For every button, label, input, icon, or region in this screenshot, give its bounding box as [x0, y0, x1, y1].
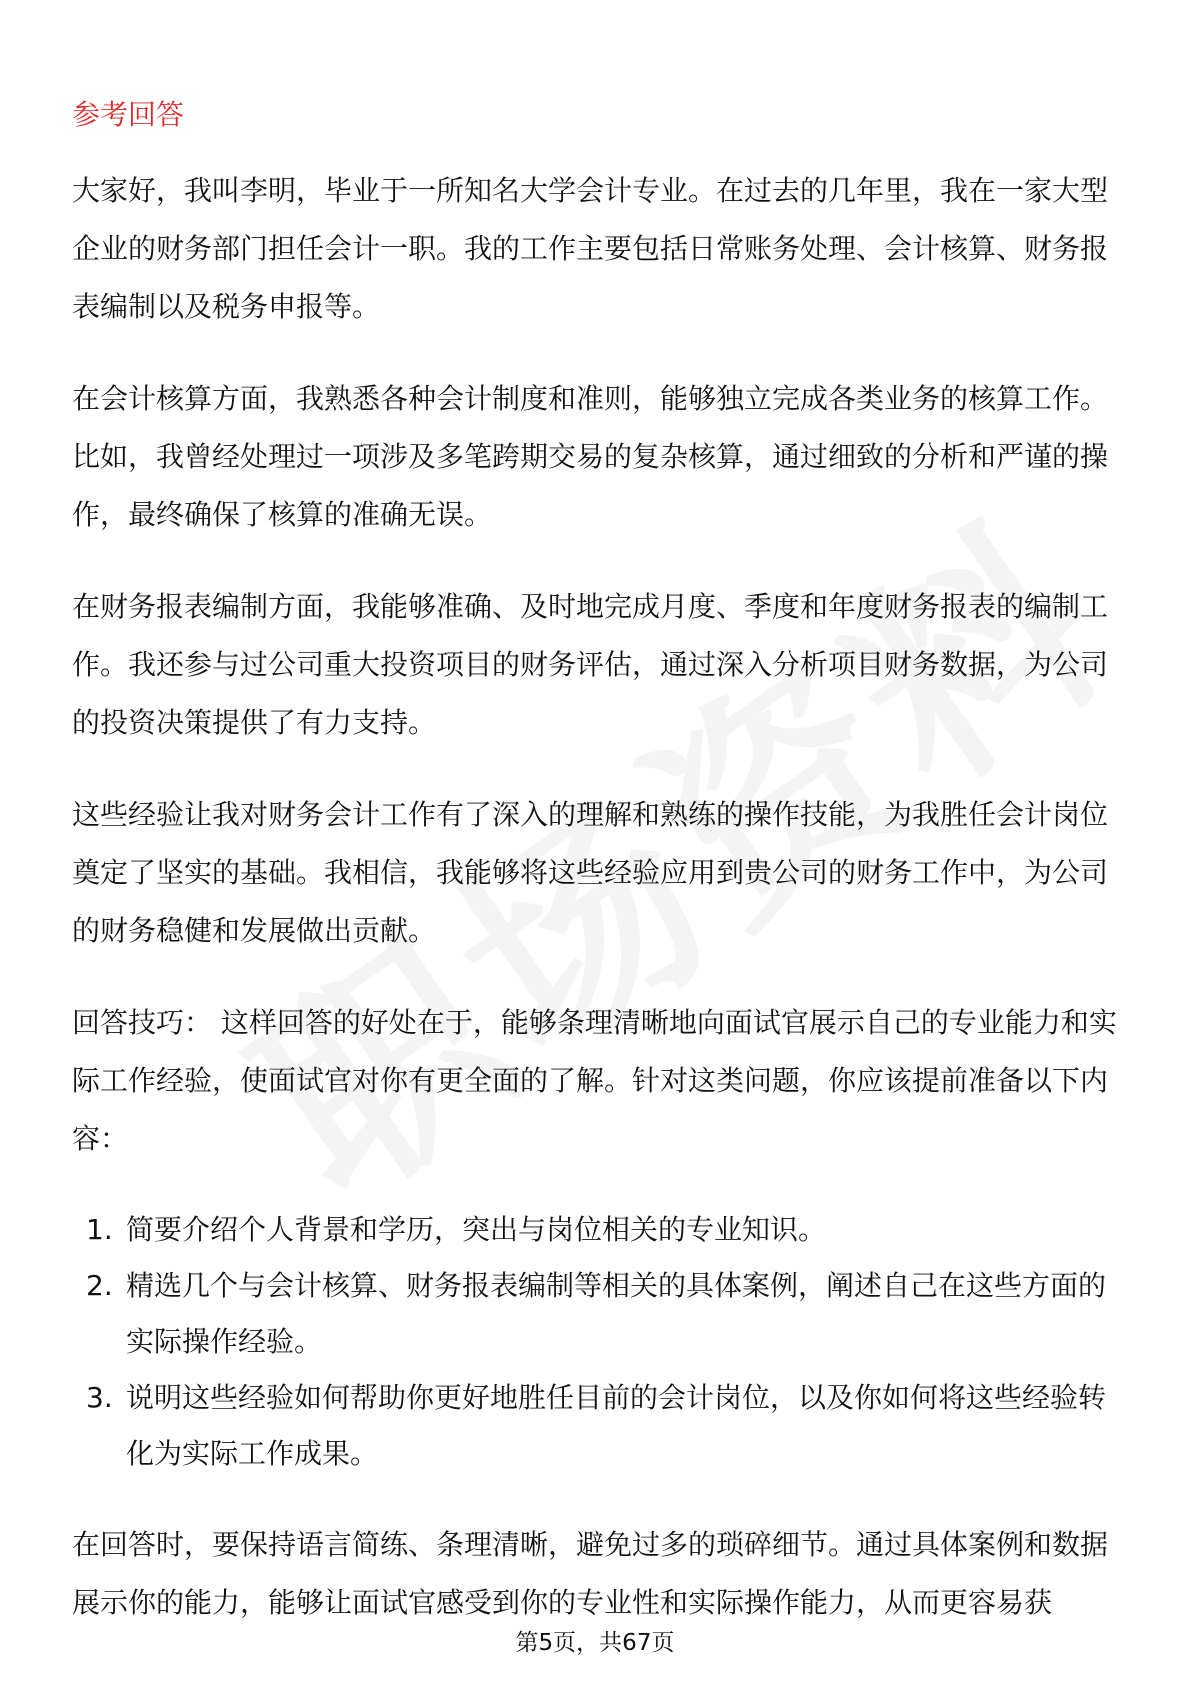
prep-list — [72, 1202, 1122, 1482]
section-title: 参考回答 — [72, 98, 185, 131]
paragraph-intro: 大家好，我叫李明，毕业于一所知名大学会计专业。在过去的几年里，我在一家大型企业的财务部门担任会计一职。我的工作主要包括日常账务处理、会计核算、财务报表编制以及税务申报等。 — [72, 174, 1109, 323]
paragraph-reporting: 在财务报表编制方面，我能够准确、及时地完成月度、季度和年度财务报表的编制工作。我还参与过公司重大投资项目的财务评估，通过深入分析项目财务数据，为公司的投资决策提供了有力支持。 — [72, 590, 1109, 739]
paragraph-closing: 在回答时，要保持语言简练、条理清晰，避免过多的琐碎细节。通过具体案例和数据展示你的能力，能够让面试官感受到你的专业性和实际操作能力，从而更容易获 — [72, 1528, 1109, 1619]
list-item — [72, 1370, 1122, 1482]
list-item-number: 1. — [86, 1213, 113, 1246]
list-item-text: 说明这些经验如何帮助你更好地胜任目前的会计岗位，以及你如何将这些经验转化为实际工作成果。 — [126, 1381, 1107, 1470]
list-item-text: 简要介绍个人背景和学历，突出与岗位相关的专业知识。 — [126, 1213, 827, 1246]
paragraph-accounting: 在会计核算方面，我熟悉各种会计制度和准则，能够独立完成各类业务的核算工作。比如，我曾经处理过一项涉及多笔跨期交易的复杂核算，通过细致的分析和严谨的操作，最终确保了核算的准确无误。 — [72, 382, 1109, 531]
list-item — [72, 1202, 1122, 1258]
page-content — [72, 90, 1122, 1666]
list-item-number: 3. — [86, 1381, 113, 1414]
paragraph-summary: 这些经验让我对财务会计工作有了深入的理解和熟练的操作技能，为我胜任会计岗位奠定了坚实的基础。我相信，我能够将这些经验应用到贵公司的财务工作中，为公司的财务稳健和发展做出贡献。 — [72, 798, 1109, 947]
list-item-number: 2. — [86, 1269, 113, 1302]
page-footer: 第5页，共67页 — [515, 1630, 675, 1656]
list-item — [72, 1258, 1122, 1370]
list-item-text: 精选几个与会计核算、财务报表编制等相关的具体案例，阐述自己在这些方面的实际操作经验。 — [126, 1269, 1107, 1358]
paragraph-tips: 回答技巧： 这样回答的好处在于，能够条理清晰地向面试官展示自己的专业能力和实际工作经验，使面试官对你有更全面的了解。针对这类问题，你应该提前准备以下内容： — [72, 1006, 1117, 1155]
